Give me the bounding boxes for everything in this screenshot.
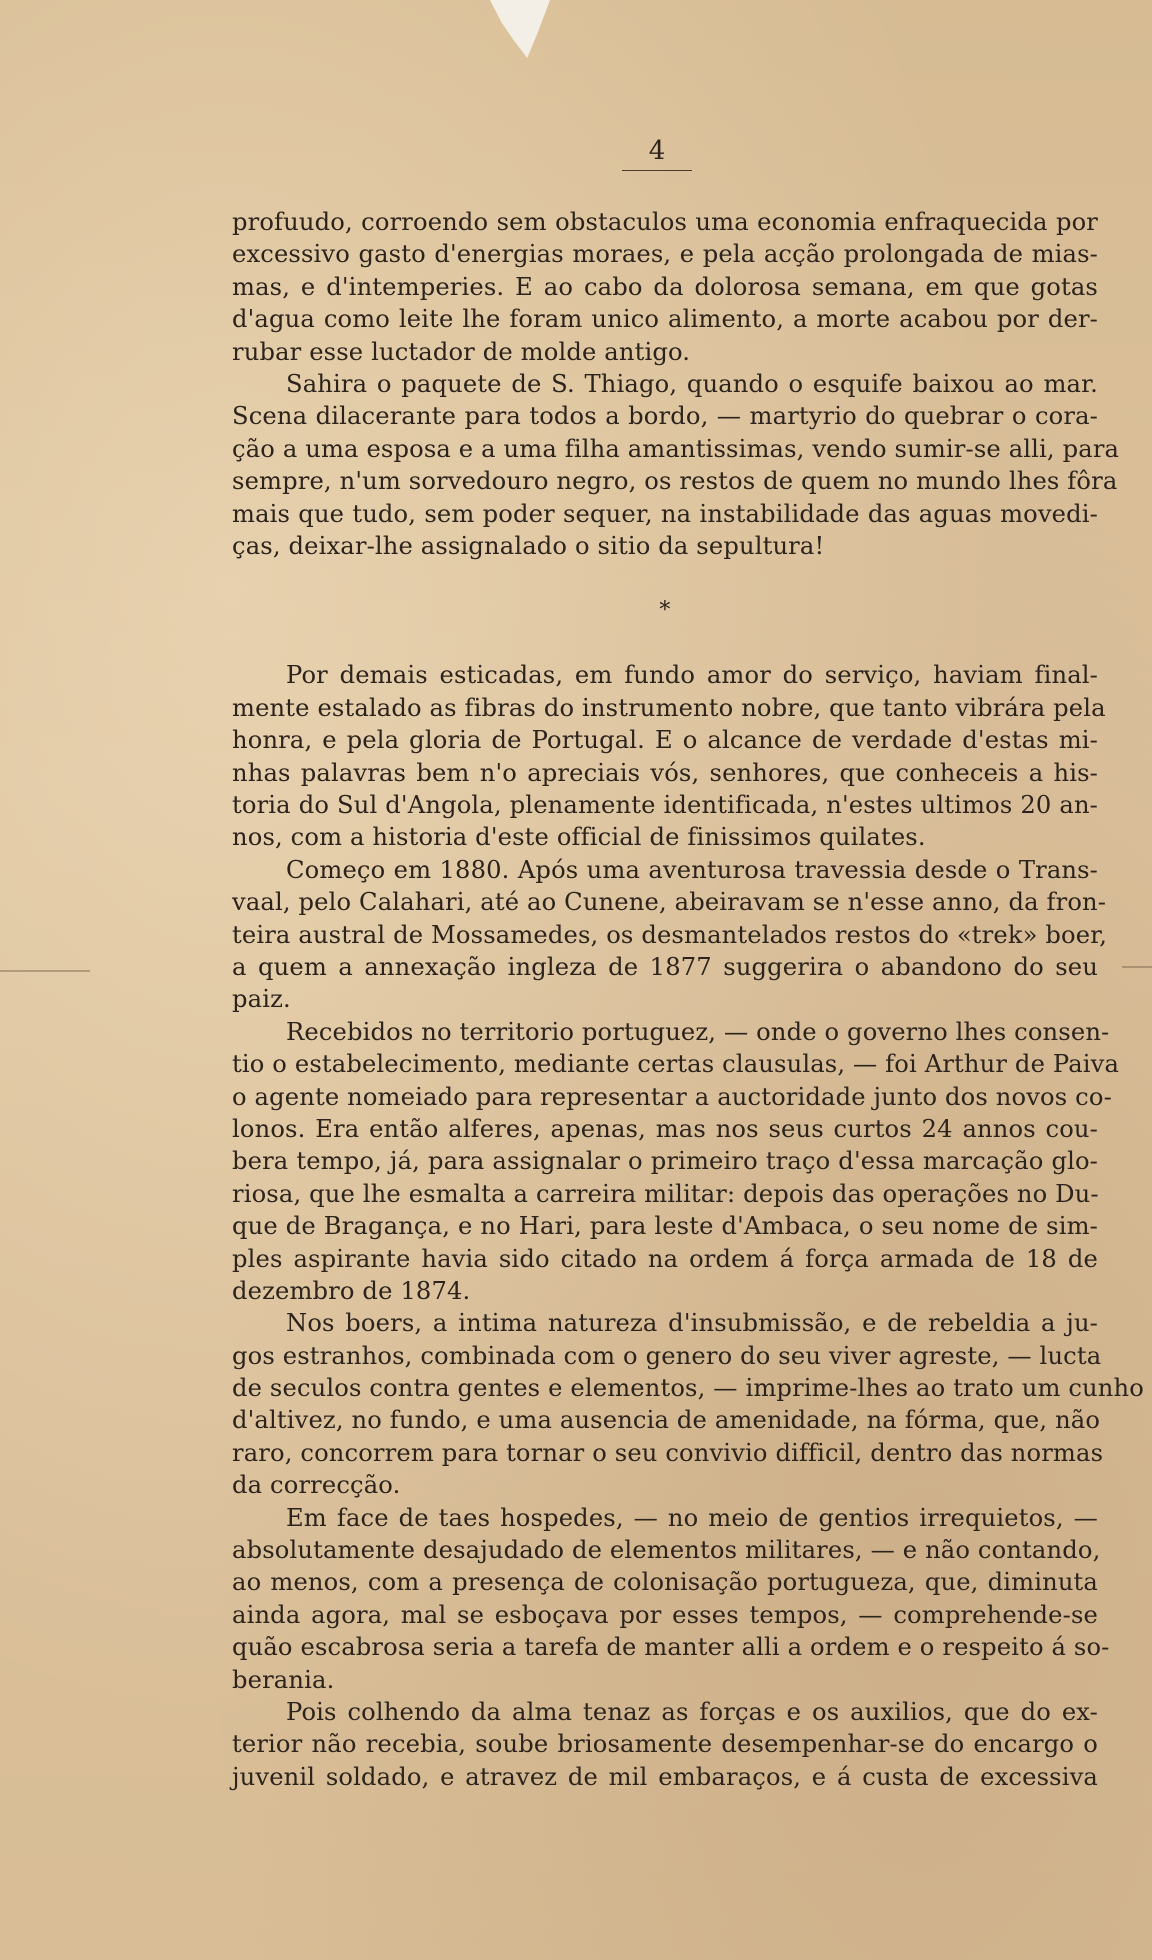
text-line: terior não recebia, soube briosamente desempenhar-se do encargo o — [232, 1730, 1098, 1759]
text-line: ainda agora, mal se esboçava por esses tempos, — comprehende-se — [232, 1600, 1098, 1629]
text-line: raro, concorrem para tornar o seu convivio difficil, dentro das normas — [232, 1438, 1104, 1467]
text-line: absolutamente desajudado de elementos militares, — e não contando, — [232, 1536, 1101, 1565]
text-line: Pois colhendo da alma tenaz as forças e os auxilios, que do ex- — [286, 1697, 1098, 1726]
text-line: Por demais esticadas, em fundo amor do serviço, haviam final- — [286, 661, 1098, 690]
text-line: a quem a annexação ingleza de 1877 suggerira o abandono do seu — [232, 952, 1098, 981]
text-line: tio o estabelecimento, mediante certas clausulas, — foi Arthur de Paiva — [232, 1050, 1120, 1079]
text-line: nos, com a historia d'este official de finissimos quilates. — [232, 823, 926, 852]
text-line: ção a uma esposa e a uma filha amantissimas, vendo sumir-se alli, para — [232, 434, 1120, 463]
page-number: 4 — [648, 136, 666, 166]
text-line: excessivo gasto d'energias moraes, e pela acção prolongada de mias- — [232, 240, 1098, 269]
text-line: mas, e d'intemperies. E ao cabo da dolorosa semana, em que gotas — [232, 272, 1098, 301]
text-line: o agente nomeiado para representar a auctoridade junto dos novos co- — [232, 1082, 1112, 1111]
text-line: nhas palavras bem n'o apreciais vós, senhores, que conheceis a his- — [232, 758, 1098, 787]
text-line: paiz. — [232, 985, 291, 1014]
text-line: Scena dilacerante para todos a bordo, — martyrio do quebrar o cora- — [232, 402, 1098, 431]
text-line: dezembro de 1874. — [232, 1276, 471, 1305]
text-block-second — [232, 659, 1144, 1793]
text-line: sempre, n'um sorvedouro negro, os restos de quem no mundo lhes fôra — [232, 467, 1118, 496]
text-line: da correcção. — [232, 1471, 401, 1500]
text-block-first — [232, 206, 1120, 562]
text-line: toria do Sul d'Angola, plenamente identificada, n'estes ultimos 20 an- — [232, 791, 1098, 820]
text-line: juvenil soldado, e atravez de mil embaraços, e á custa de excessiva — [232, 1762, 1098, 1791]
text-line: Nos boers, a intima natureza d'insubmissão, e de rebeldia a ju- — [286, 1309, 1098, 1338]
text-line: ao menos, com a presença de colonisação portugueza, que, diminuta — [232, 1568, 1098, 1597]
text-line: Sahira o paquete de S. Thiago, quando o esquife baixou ao mar. — [286, 369, 1098, 398]
text-line: mente estalado as fibras do instrumento nobre, que tanto vibrára pela — [232, 693, 1106, 722]
text-line: bera tempo, já, para assignalar o primeiro traço d'essa marcação glo- — [232, 1147, 1098, 1176]
blank-line — [232, 627, 1098, 659]
torn-corner — [490, 0, 550, 58]
text-line: teira austral de Mossamedes, os desmantelados restos do «trek» boer, — [232, 920, 1108, 949]
text-line: quão escabrosa seria a tarefa de manter alli a ordem e o respeito á so- — [232, 1633, 1110, 1662]
paper-crease-right — [1122, 966, 1152, 968]
paper-crease-left — [0, 970, 90, 972]
text-line: que de Bragança, e no Hari, para leste d'Ambaca, o seu nome de sim- — [232, 1212, 1098, 1241]
text-line: gos estranhos, combinada com o genero do seu viver agreste, — lucta — [232, 1341, 1102, 1370]
text-line: rubar esse luctador de molde antigo. — [232, 337, 691, 366]
section-separator: * — [659, 597, 671, 623]
text-line: profuudo, corroendo sem obstaculos uma economia enfraquecida por — [232, 208, 1098, 236]
blank-line — [232, 562, 1098, 594]
text-line: vaal, pelo Calahari, até ao Cunene, abeiravam se n'esse anno, da fron- — [232, 888, 1107, 917]
text-line: lonos. Era então alferes, apenas, mas nos seus curtos 24 annos cou- — [232, 1114, 1098, 1143]
text-line: honra, e pela gloria de Portugal. E o alcance de verdade d'estas mi- — [232, 726, 1098, 755]
text-line: Recebidos no territorio portuguez, — onde o governo lhes consen- — [286, 1017, 1110, 1046]
text-line: d'altivez, no fundo, e uma ausencia de amenidade, na fórma, que, não — [232, 1406, 1101, 1435]
text-line: ças, deixar-lhe assignalado o sitio da sepultura! — [232, 531, 825, 560]
text-line: d'agua como leite lhe foram unico alimento, a morte acabou por der- — [232, 305, 1098, 334]
text-line: mais que tudo, sem poder sequer, na instabilidade das aguas movedi- — [232, 499, 1098, 528]
text-line: berania. — [232, 1665, 335, 1694]
text-line: de seculos contra gentes e elementos, — imprime-lhes ao trato um cunho — [232, 1374, 1144, 1403]
body-text — [232, 206, 1144, 1793]
page-number-rule — [622, 170, 692, 171]
text-line: Em face de taes hospedes, — no meio de gentios irrequietos, — — [286, 1503, 1098, 1532]
text-line: ples aspirante havia sido citado na ordem á força armada de 18 de — [232, 1244, 1098, 1273]
text-line: Começo em 1880. Após uma aventurosa travessia desde o Trans- — [286, 855, 1098, 884]
text-line: riosa, que lhe esmalta a carreira militar: depois das operações no Du- — [232, 1179, 1099, 1208]
